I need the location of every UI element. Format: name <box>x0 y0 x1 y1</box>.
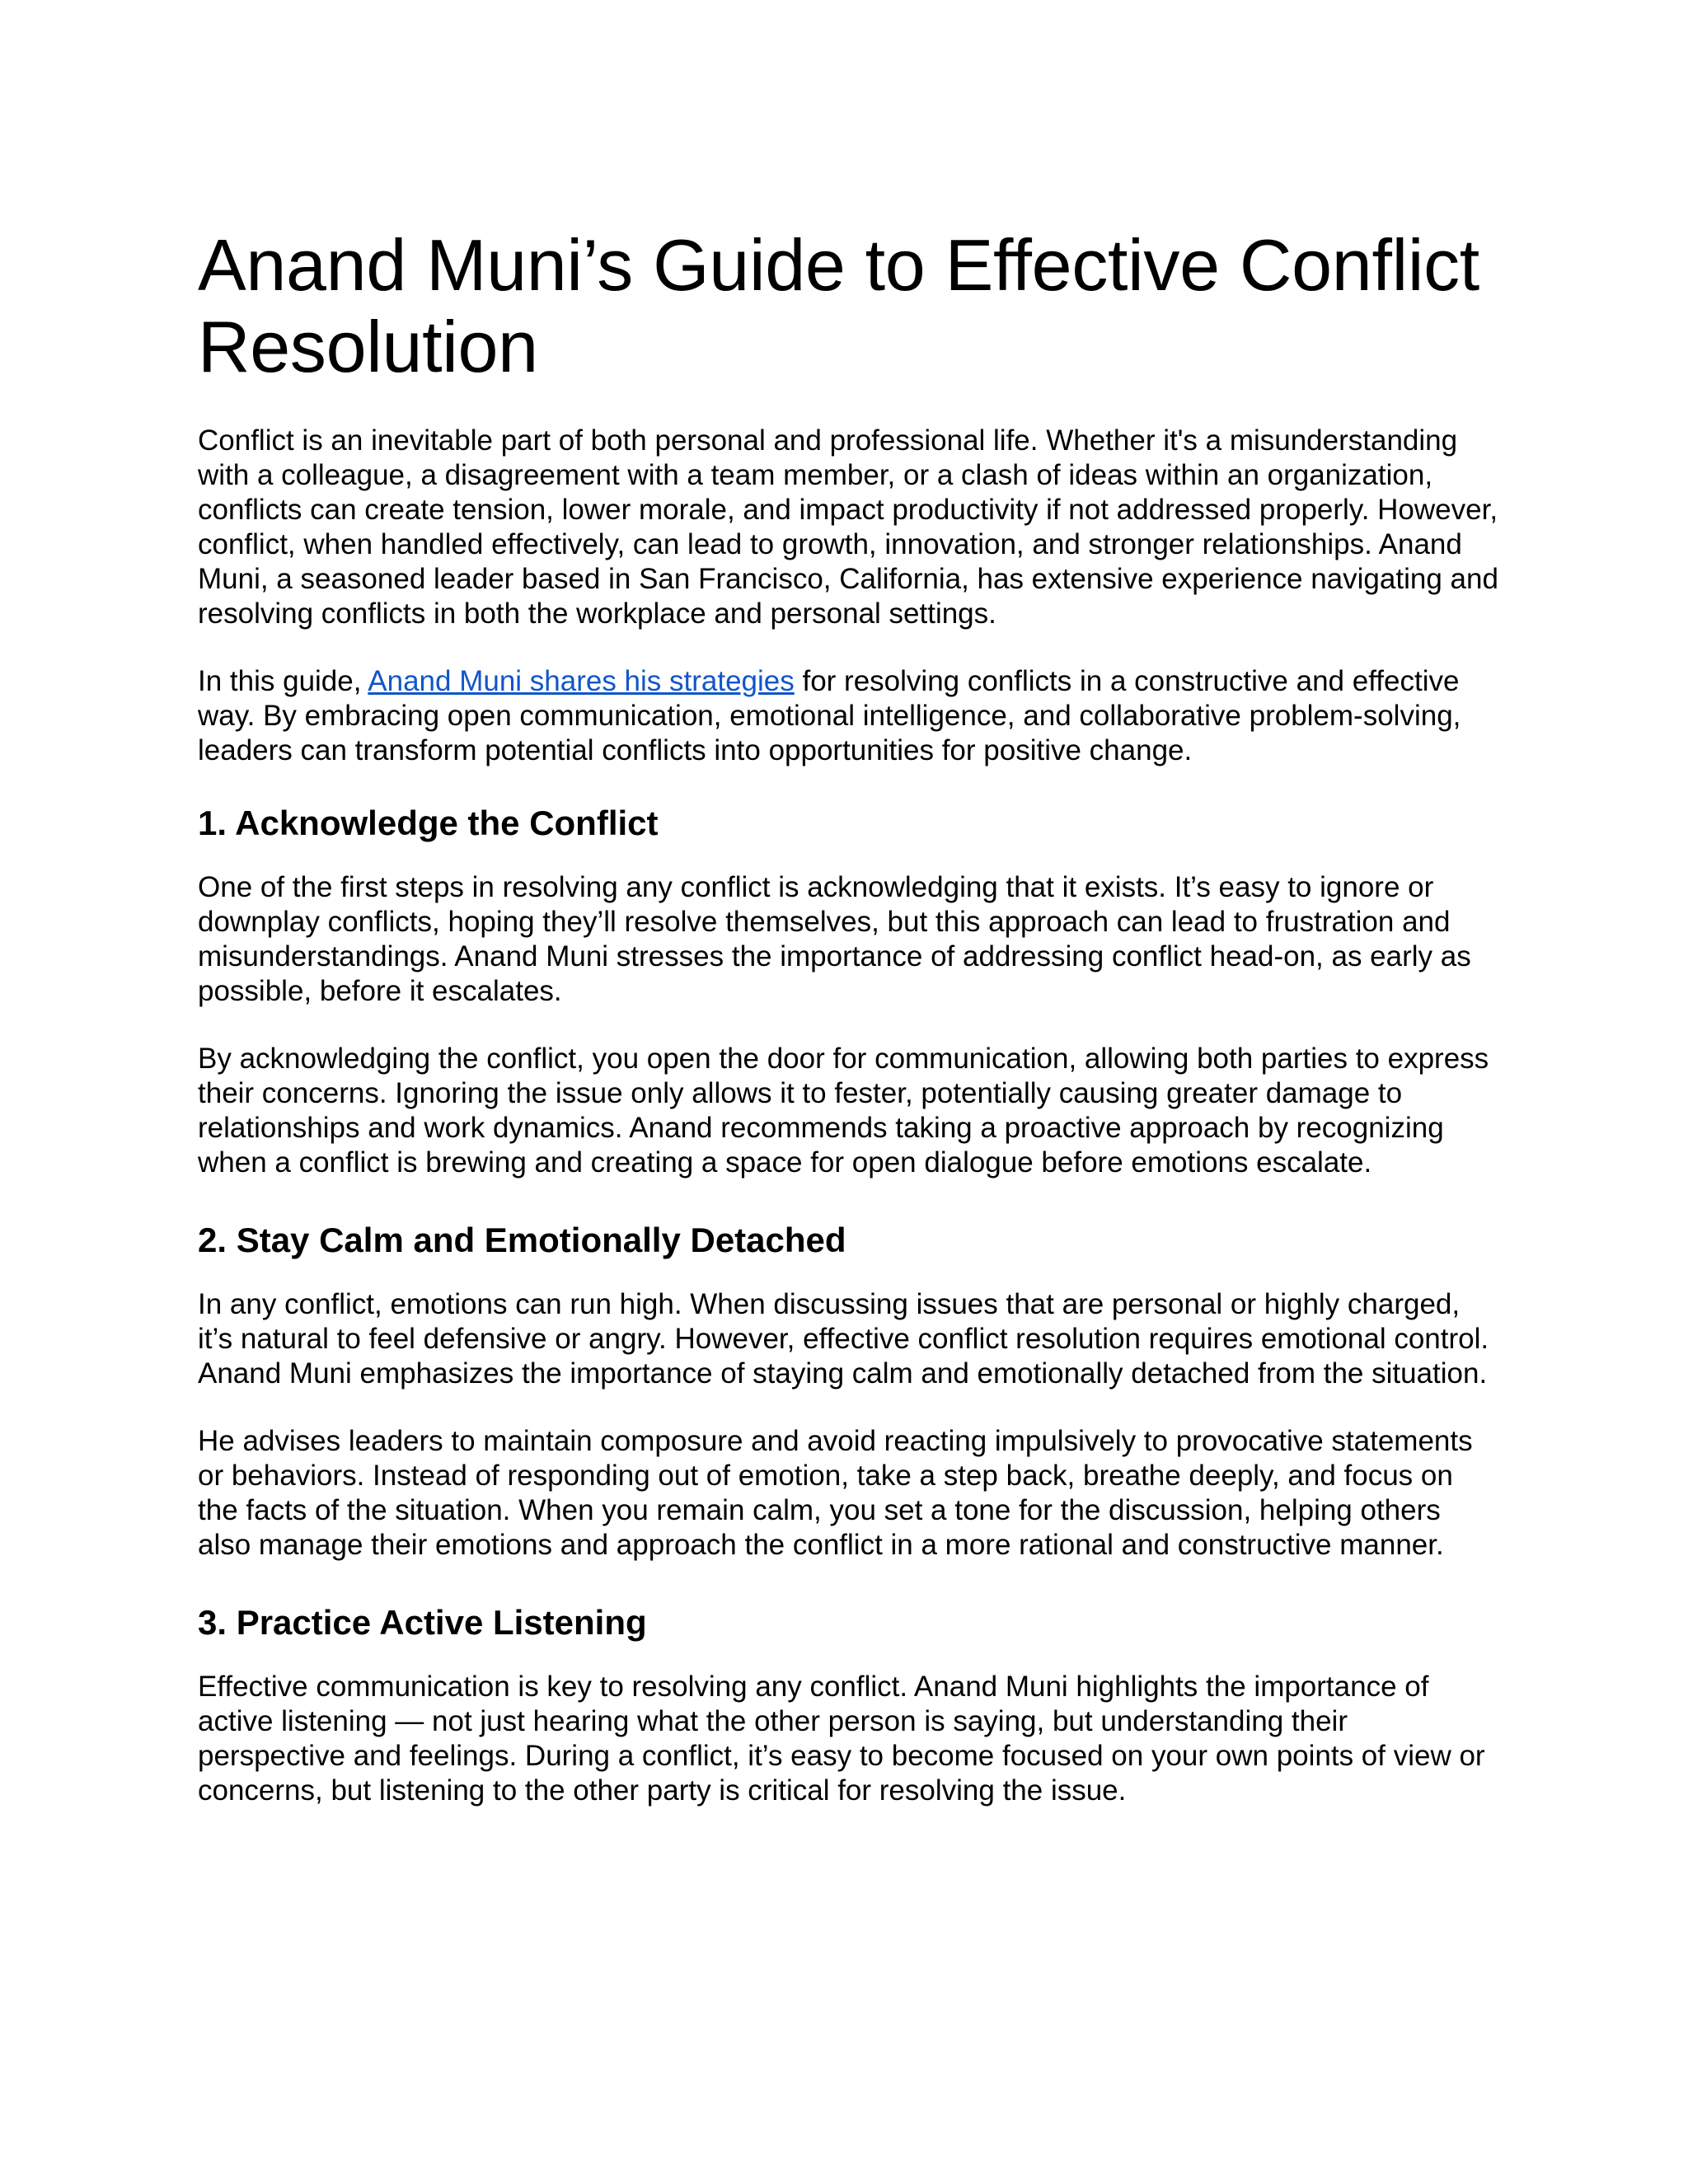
acknowledge-paragraph-1: One of the first steps in resolving any conflict is acknowledging that it exists. It’s easy to ignore or downplay conflicts, hoping they’ll resolve themselves, but this approach can lead to frustration and misunderstandings. Anand Muni stresses the importance of addressing conflict head-on, as early as possible, before it escalates. <box>198 871 1471 1007</box>
strategies-link[interactable]: Anand Muni shares his strategies <box>368 665 795 697</box>
acknowledge-paragraph-2: By acknowledging the conflict, you open the door for communication, allowing both parties to express their concerns. Ignoring the issue only allows it to fester, potentially causing greater damage to relationships and work dynamics. Anand recommends taking a proactive approach by recognizing when a conflict is brewing and creating a space for open dialogue before emotions escalate. <box>198 1043 1489 1179</box>
intro-paragraph: Conflict is an inevitable part of both personal and professional life. Whether it's a misunderstanding with a colleague, a disagreement with a team member, or a clash of ideas within an organization, conflicts can create tension, lower morale, and impact productivity if not addressed properly. However, conflict, when handled effectively, can lead to growth, innovation, and stronger relationships. Anand Muni, a seasoned leader based in San Francisco, California, has extensive experience navigating and resolving conflicts in both the workplace and personal settings. <box>198 424 1498 630</box>
section-heading-acknowledge: 1. Acknowledge the Conflict <box>198 804 659 842</box>
guide-text-before-link: In this guide, <box>198 665 368 697</box>
active-listening-paragraph-1: Effective communication is key to resolving any conflict. Anand Muni highlights the importance of active listening — not just hearing what the other person is saying, but understanding their perspective and feelings. During a conflict, it’s easy to become focused on your own points of view or concerns, but listening to the other party is critical for resolving the issue. <box>198 1671 1485 1807</box>
guide-paragraph <box>198 664 1500 768</box>
stay-calm-paragraph-1: In any conflict, emotions can run high. When discussing issues that are personal or highly charged, it’s natural to feel defensive or angry. However, effective conflict resolution requires emotional control. Anand Muni emphasizes the importance of staying calm and emotionally detached from the situation. <box>198 1288 1489 1390</box>
guide-text-after-link: for resolving conflicts in a constructive and effective way. By embracing open communication, emotional intelligence, and collaborative problem-solving, leaders can transform potential conflicts into opportunities for positive change. <box>198 665 1461 766</box>
document-title: Anand Muni’s Guide to Effective Conflict Resolution <box>198 224 1479 387</box>
stay-calm-paragraph-2: He advises leaders to maintain composure and avoid reacting impulsively to provocative statements or behaviors. Instead of responding out of emotion, take a step back, breathe deeply, and focus on the facts of the situation. When you remain calm, you set a tone for the discussion, helping others also manage their emotions and approach the conflict in a more rational and constructive manner. <box>198 1425 1473 1561</box>
section-heading-active-listening: 3. Practice Active Listening <box>198 1603 647 1642</box>
document-page <box>198 224 1500 1841</box>
section-heading-stay-calm: 2. Stay Calm and Emotionally Detached <box>198 1221 846 1259</box>
